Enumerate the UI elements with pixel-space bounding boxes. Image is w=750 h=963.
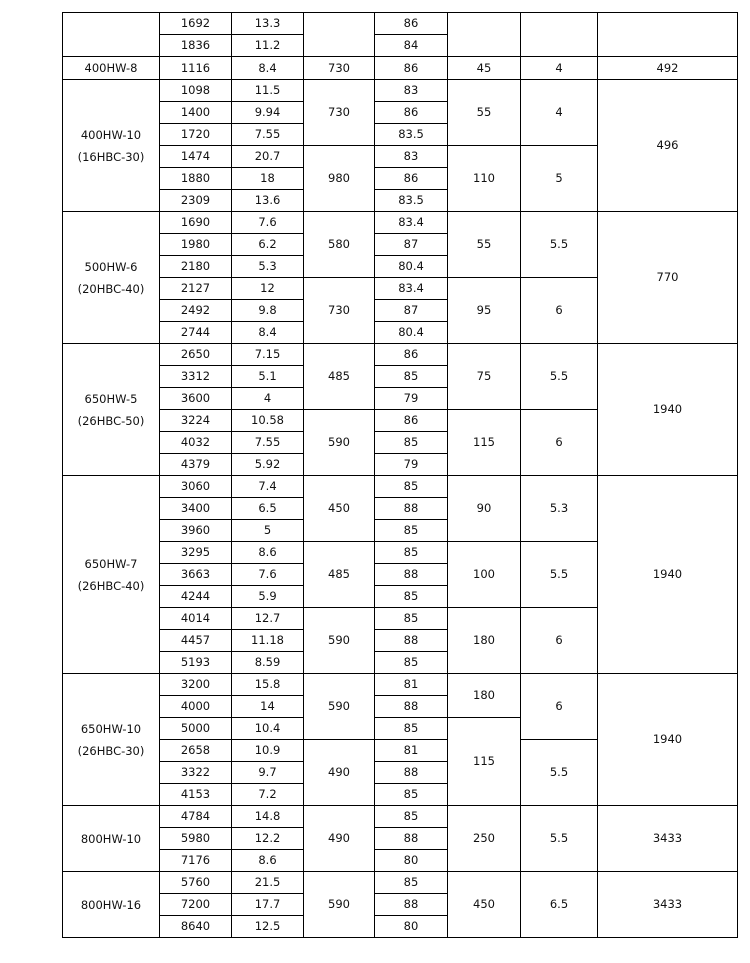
efficiency-cell: 85 xyxy=(375,718,448,740)
efficiency-cell: 80 xyxy=(375,850,448,872)
flow-cell: 3312 xyxy=(160,366,232,388)
power-cell: 5.5 xyxy=(521,542,598,608)
flow-cell: 1980 xyxy=(160,234,232,256)
head-cell: 5.92 xyxy=(232,454,304,476)
efficiency-cell: 81 xyxy=(375,674,448,696)
model-alt-name: (26HBC-50) xyxy=(77,413,145,428)
flow-cell: 4000 xyxy=(160,696,232,718)
model-cell xyxy=(63,80,160,212)
head-cell: 4 xyxy=(232,388,304,410)
npsh-cell: 450 xyxy=(448,872,521,938)
head-cell: 7.2 xyxy=(232,784,304,806)
efficiency-cell: 79 xyxy=(375,388,448,410)
flow-cell: 1880 xyxy=(160,168,232,190)
head-cell: 7.15 xyxy=(232,344,304,366)
flow-cell: 5000 xyxy=(160,718,232,740)
table-row xyxy=(63,13,738,35)
npsh-cell: 180 xyxy=(448,608,521,674)
efficiency-cell: 86 xyxy=(375,57,448,80)
head-cell: 10.9 xyxy=(232,740,304,762)
head-cell: 15.8 xyxy=(232,674,304,696)
power-cell: 6 xyxy=(521,608,598,674)
model-name: 650HW-10 xyxy=(80,721,142,736)
flow-cell: 3400 xyxy=(160,498,232,520)
model-name: 650HW-5 xyxy=(84,391,138,406)
weight-cell: 3433 xyxy=(598,872,738,938)
model-cell xyxy=(63,674,160,806)
efficiency-cell: 86 xyxy=(375,168,448,190)
power-cell: 6 xyxy=(521,278,598,344)
head-cell: 8.4 xyxy=(232,322,304,344)
flow-cell: 4784 xyxy=(160,806,232,828)
npsh-cell: 180 xyxy=(448,674,521,718)
efficiency-cell: 88 xyxy=(375,828,448,850)
head-cell: 13.3 xyxy=(232,13,304,35)
power-cell: 5.5 xyxy=(521,806,598,872)
flow-cell: 4014 xyxy=(160,608,232,630)
weight-cell xyxy=(598,13,738,57)
weight-cell: 496 xyxy=(598,80,738,212)
efficiency-cell: 84 xyxy=(375,35,448,57)
model-name: 500HW-6 xyxy=(84,259,138,274)
table-row xyxy=(63,806,738,828)
head-cell: 21.5 xyxy=(232,872,304,894)
efficiency-cell: 83.4 xyxy=(375,278,448,300)
flow-cell: 1116 xyxy=(160,57,232,80)
flow-cell: 4457 xyxy=(160,630,232,652)
efficiency-cell: 85 xyxy=(375,806,448,828)
npsh-cell: 90 xyxy=(448,476,521,542)
efficiency-cell: 80.4 xyxy=(375,256,448,278)
flow-cell: 5980 xyxy=(160,828,232,850)
power-cell: 5.5 xyxy=(521,344,598,410)
flow-cell: 3060 xyxy=(160,476,232,498)
efficiency-cell: 83 xyxy=(375,80,448,102)
efficiency-cell: 85 xyxy=(375,476,448,498)
efficiency-cell: 88 xyxy=(375,696,448,718)
model-alt-name: (26HBC-40) xyxy=(77,578,145,593)
efficiency-cell: 83 xyxy=(375,146,448,168)
head-cell: 8.4 xyxy=(232,57,304,80)
head-cell: 5 xyxy=(232,520,304,542)
efficiency-cell: 85 xyxy=(375,366,448,388)
model-name: 800HW-10 xyxy=(80,831,142,846)
head-cell: 11.2 xyxy=(232,35,304,57)
power-cell: 5.5 xyxy=(521,740,598,806)
efficiency-cell: 86 xyxy=(375,102,448,124)
npsh-cell: 115 xyxy=(448,410,521,476)
head-cell: 8.59 xyxy=(232,652,304,674)
head-cell: 9.94 xyxy=(232,102,304,124)
head-cell: 9.8 xyxy=(232,300,304,322)
npsh-cell: 95 xyxy=(448,278,521,344)
flow-cell: 3224 xyxy=(160,410,232,432)
power-cell: 6 xyxy=(521,410,598,476)
efficiency-cell: 85 xyxy=(375,586,448,608)
table-row xyxy=(63,872,738,894)
head-cell: 11.5 xyxy=(232,80,304,102)
flow-cell: 2658 xyxy=(160,740,232,762)
efficiency-cell: 86 xyxy=(375,344,448,366)
head-cell: 9.7 xyxy=(232,762,304,784)
head-cell: 12.5 xyxy=(232,916,304,938)
efficiency-cell: 86 xyxy=(375,13,448,35)
efficiency-cell: 86 xyxy=(375,410,448,432)
head-cell: 5.1 xyxy=(232,366,304,388)
flow-cell: 1720 xyxy=(160,124,232,146)
flow-cell: 1836 xyxy=(160,35,232,57)
speed-cell: 730 xyxy=(304,57,375,80)
head-cell: 7.6 xyxy=(232,212,304,234)
speed-cell: 730 xyxy=(304,80,375,146)
head-cell: 12.7 xyxy=(232,608,304,630)
head-cell: 6.5 xyxy=(232,498,304,520)
head-cell: 7.55 xyxy=(232,432,304,454)
speed-cell: 580 xyxy=(304,212,375,278)
flow-cell: 2180 xyxy=(160,256,232,278)
flow-cell: 1400 xyxy=(160,102,232,124)
head-cell: 5.3 xyxy=(232,256,304,278)
efficiency-cell: 85 xyxy=(375,784,448,806)
efficiency-cell: 88 xyxy=(375,564,448,586)
table-row xyxy=(63,80,738,102)
efficiency-cell: 81 xyxy=(375,740,448,762)
speed-cell: 590 xyxy=(304,410,375,476)
model-alt-name: (26HBC-30) xyxy=(77,743,145,758)
model-alt-name: (16HBC-30) xyxy=(77,149,145,164)
head-cell: 18 xyxy=(232,168,304,190)
flow-cell: 8640 xyxy=(160,916,232,938)
pump-spec-table xyxy=(62,12,738,938)
efficiency-cell: 80.4 xyxy=(375,322,448,344)
flow-cell: 3295 xyxy=(160,542,232,564)
model-cell xyxy=(63,872,160,938)
efficiency-cell: 85 xyxy=(375,608,448,630)
efficiency-cell: 85 xyxy=(375,652,448,674)
head-cell: 8.6 xyxy=(232,850,304,872)
power-cell: 5 xyxy=(521,146,598,212)
npsh-cell: 100 xyxy=(448,542,521,608)
power-cell: 5.3 xyxy=(521,476,598,542)
flow-cell: 2650 xyxy=(160,344,232,366)
efficiency-cell: 85 xyxy=(375,432,448,454)
speed-cell: 485 xyxy=(304,344,375,410)
efficiency-cell: 88 xyxy=(375,762,448,784)
flow-cell: 2492 xyxy=(160,300,232,322)
efficiency-cell: 80 xyxy=(375,916,448,938)
flow-cell: 1692 xyxy=(160,13,232,35)
efficiency-cell: 88 xyxy=(375,630,448,652)
efficiency-cell: 85 xyxy=(375,872,448,894)
head-cell: 13.6 xyxy=(232,190,304,212)
flow-cell: 2309 xyxy=(160,190,232,212)
model-cell xyxy=(63,57,160,80)
flow-cell: 2127 xyxy=(160,278,232,300)
speed-cell: 980 xyxy=(304,146,375,212)
power-cell: 6 xyxy=(521,674,598,740)
model-cell xyxy=(63,476,160,674)
npsh-cell: 115 xyxy=(448,718,521,806)
power-cell: 6.5 xyxy=(521,872,598,938)
npsh-cell: 75 xyxy=(448,344,521,410)
flow-cell: 1690 xyxy=(160,212,232,234)
speed-cell: 490 xyxy=(304,806,375,872)
efficiency-cell: 85 xyxy=(375,520,448,542)
speed-cell: 450 xyxy=(304,476,375,542)
head-cell: 17.7 xyxy=(232,894,304,916)
weight-cell: 3433 xyxy=(598,806,738,872)
head-cell: 14 xyxy=(232,696,304,718)
flow-cell: 3663 xyxy=(160,564,232,586)
efficiency-cell: 87 xyxy=(375,300,448,322)
head-cell: 7.6 xyxy=(232,564,304,586)
flow-cell: 5760 xyxy=(160,872,232,894)
flow-cell: 1098 xyxy=(160,80,232,102)
npsh-cell: 55 xyxy=(448,80,521,146)
head-cell: 8.6 xyxy=(232,542,304,564)
weight-cell: 770 xyxy=(598,212,738,344)
flow-cell: 5193 xyxy=(160,652,232,674)
speed-cell: 590 xyxy=(304,674,375,740)
speed-cell xyxy=(304,13,375,57)
npsh-cell: 45 xyxy=(448,57,521,80)
head-cell: 7.55 xyxy=(232,124,304,146)
power-cell: 5.5 xyxy=(521,212,598,278)
head-cell: 10.58 xyxy=(232,410,304,432)
model-name: 650HW-7 xyxy=(84,556,138,571)
efficiency-cell: 88 xyxy=(375,894,448,916)
power-cell: 4 xyxy=(521,57,598,80)
flow-cell: 4153 xyxy=(160,784,232,806)
model-alt-name: (20HBC-40) xyxy=(77,281,145,296)
efficiency-cell: 88 xyxy=(375,498,448,520)
head-cell: 5.9 xyxy=(232,586,304,608)
efficiency-cell: 83.5 xyxy=(375,190,448,212)
npsh-cell: 55 xyxy=(448,212,521,278)
head-cell: 6.2 xyxy=(232,234,304,256)
model-cell xyxy=(63,806,160,872)
head-cell: 11.18 xyxy=(232,630,304,652)
power-cell: 4 xyxy=(521,80,598,146)
speed-cell: 490 xyxy=(304,740,375,806)
table-row xyxy=(63,674,738,696)
speed-cell: 485 xyxy=(304,542,375,608)
flow-cell: 3200 xyxy=(160,674,232,696)
head-cell: 7.4 xyxy=(232,476,304,498)
model-name: 400HW-10 xyxy=(80,127,142,142)
weight-cell: 492 xyxy=(598,57,738,80)
table-row xyxy=(63,344,738,366)
head-cell: 10.4 xyxy=(232,718,304,740)
flow-cell: 4032 xyxy=(160,432,232,454)
table-row xyxy=(63,57,738,80)
head-cell: 20.7 xyxy=(232,146,304,168)
npsh-cell: 110 xyxy=(448,146,521,212)
efficiency-cell: 79 xyxy=(375,454,448,476)
head-cell: 14.8 xyxy=(232,806,304,828)
model-cell xyxy=(63,13,160,57)
power-cell xyxy=(521,13,598,57)
efficiency-cell: 87 xyxy=(375,234,448,256)
weight-cell: 1940 xyxy=(598,476,738,674)
flow-cell: 7176 xyxy=(160,850,232,872)
flow-cell: 1474 xyxy=(160,146,232,168)
model-cell xyxy=(63,344,160,476)
flow-cell: 2744 xyxy=(160,322,232,344)
efficiency-cell: 85 xyxy=(375,542,448,564)
speed-cell: 730 xyxy=(304,278,375,344)
efficiency-cell: 83.5 xyxy=(375,124,448,146)
table-row xyxy=(63,212,738,234)
flow-cell: 7200 xyxy=(160,894,232,916)
head-cell: 12.2 xyxy=(232,828,304,850)
flow-cell: 3322 xyxy=(160,762,232,784)
speed-cell: 590 xyxy=(304,608,375,674)
weight-cell: 1940 xyxy=(598,674,738,806)
flow-cell: 4244 xyxy=(160,586,232,608)
flow-cell: 4379 xyxy=(160,454,232,476)
table-row xyxy=(63,476,738,498)
efficiency-cell: 83.4 xyxy=(375,212,448,234)
flow-cell: 3600 xyxy=(160,388,232,410)
head-cell: 12 xyxy=(232,278,304,300)
model-cell xyxy=(63,212,160,344)
speed-cell: 590 xyxy=(304,872,375,938)
npsh-cell xyxy=(448,13,521,57)
model-name: 800HW-16 xyxy=(80,897,142,912)
model-name: 400HW-8 xyxy=(84,61,138,75)
npsh-cell: 250 xyxy=(448,806,521,872)
flow-cell: 3960 xyxy=(160,520,232,542)
weight-cell: 1940 xyxy=(598,344,738,476)
